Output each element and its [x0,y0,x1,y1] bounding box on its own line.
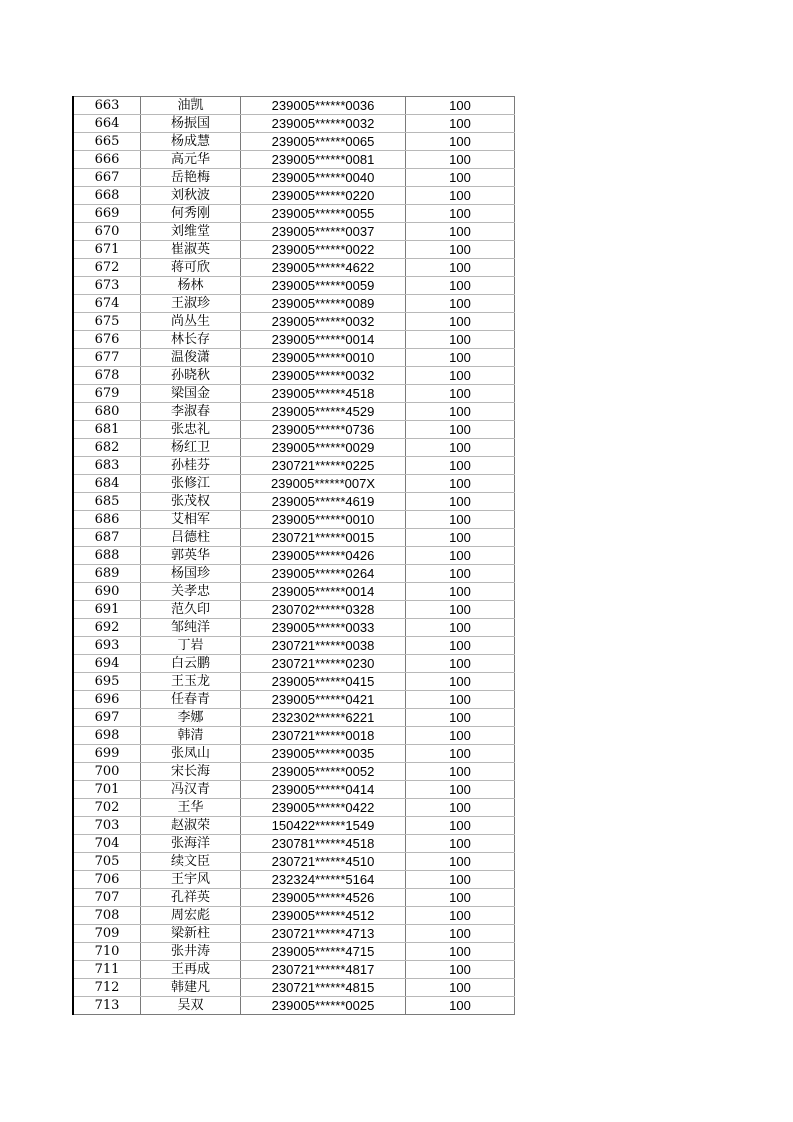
person-name-cell: 何秀刚 [141,205,241,223]
amount-cell: 100 [406,475,515,493]
id-number-cell: 239005******0014 [241,331,406,349]
row-number-cell: 707 [73,889,141,907]
person-name-cell: 岳艳梅 [141,169,241,187]
table-row [73,655,515,673]
id-number-cell: 239005******4619 [241,493,406,511]
row-number-cell: 679 [73,385,141,403]
table-row [73,565,515,583]
person-name-cell: 刘秋波 [141,187,241,205]
id-number-cell: 239005******0736 [241,421,406,439]
table-row [73,619,515,637]
id-number-cell: 230721******0018 [241,727,406,745]
id-number-cell: 239005******0426 [241,547,406,565]
id-number-cell: 239005******0421 [241,691,406,709]
person-name-cell: 韩清 [141,727,241,745]
row-number-cell: 697 [73,709,141,727]
amount-cell: 100 [406,313,515,331]
table-row [73,889,515,907]
amount-cell: 100 [406,331,515,349]
table-row [73,979,515,997]
amount-cell: 100 [406,295,515,313]
row-number-cell: 696 [73,691,141,709]
person-name-cell: 杨成慧 [141,133,241,151]
table-row [73,403,515,421]
id-number-cell: 239005******0032 [241,115,406,133]
row-number-cell: 673 [73,277,141,295]
amount-cell: 100 [406,637,515,655]
amount-cell: 100 [406,529,515,547]
person-name-cell: 梁国金 [141,385,241,403]
person-name-cell: 王玉龙 [141,673,241,691]
table-row [73,925,515,943]
person-name-cell: 韩建凡 [141,979,241,997]
table-row [73,781,515,799]
person-name-cell: 范久印 [141,601,241,619]
amount-cell: 100 [406,691,515,709]
row-number-cell: 669 [73,205,141,223]
id-number-cell: 239005******4526 [241,889,406,907]
amount-cell: 100 [406,907,515,925]
row-number-cell: 682 [73,439,141,457]
row-number-cell: 708 [73,907,141,925]
table-row [73,673,515,691]
amount-cell: 100 [406,223,515,241]
row-number-cell: 667 [73,169,141,187]
table-row [73,421,515,439]
id-number-cell: 239005******0033 [241,619,406,637]
table-row [73,511,515,529]
table-body [73,97,515,1015]
id-number-cell: 239005******0065 [241,133,406,151]
person-name-cell: 周宏彪 [141,907,241,925]
row-number-cell: 704 [73,835,141,853]
table-row [73,943,515,961]
amount-cell: 100 [406,565,515,583]
amount-cell: 100 [406,943,515,961]
amount-cell: 100 [406,205,515,223]
id-number-cell: 232324******5164 [241,871,406,889]
amount-cell: 100 [406,961,515,979]
table-row [73,439,515,457]
row-number-cell: 683 [73,457,141,475]
table-row [73,871,515,889]
amount-cell: 100 [406,709,515,727]
person-name-cell: 杨国珍 [141,565,241,583]
row-number-cell: 712 [73,979,141,997]
person-name-cell: 王淑珍 [141,295,241,313]
amount-cell: 100 [406,799,515,817]
id-number-cell: 239005******0032 [241,313,406,331]
row-number-cell: 668 [73,187,141,205]
amount-cell: 100 [406,871,515,889]
amount-cell: 100 [406,97,515,115]
id-number-cell: 239005******4622 [241,259,406,277]
table-row [73,259,515,277]
table-row [73,709,515,727]
table-row [73,205,515,223]
person-name-cell: 蒋可欣 [141,259,241,277]
row-number-cell: 706 [73,871,141,889]
row-number-cell: 699 [73,745,141,763]
person-name-cell: 邹纯洋 [141,619,241,637]
amount-cell: 100 [406,439,515,457]
person-name-cell: 张凤山 [141,745,241,763]
table-row [73,115,515,133]
row-number-cell: 698 [73,727,141,745]
table-row [73,223,515,241]
subsidy-list-table [72,96,515,1015]
row-number-cell: 695 [73,673,141,691]
table-row [73,313,515,331]
row-number-cell: 703 [73,817,141,835]
id-number-cell: 239005******0089 [241,295,406,313]
row-number-cell: 690 [73,583,141,601]
amount-cell: 100 [406,403,515,421]
id-number-cell: 230721******4815 [241,979,406,997]
id-number-cell: 239005******4529 [241,403,406,421]
person-name-cell: 张茂权 [141,493,241,511]
amount-cell: 100 [406,385,515,403]
person-name-cell: 关孝忠 [141,583,241,601]
id-number-cell: 230702******0328 [241,601,406,619]
amount-cell: 100 [406,619,515,637]
table-row [73,691,515,709]
amount-cell: 100 [406,925,515,943]
row-number-cell: 680 [73,403,141,421]
row-number-cell: 710 [73,943,141,961]
amount-cell: 100 [406,493,515,511]
id-number-cell: 239005******0422 [241,799,406,817]
table-row [73,151,515,169]
amount-cell: 100 [406,655,515,673]
person-name-cell: 李娜 [141,709,241,727]
person-name-cell: 张忠礼 [141,421,241,439]
table-row [73,349,515,367]
person-name-cell: 张井涛 [141,943,241,961]
row-number-cell: 713 [73,997,141,1015]
amount-cell: 100 [406,979,515,997]
row-number-cell: 688 [73,547,141,565]
person-name-cell: 杨林 [141,277,241,295]
person-name-cell: 王再成 [141,961,241,979]
table-row [73,457,515,475]
id-number-cell: 239005******0414 [241,781,406,799]
amount-cell: 100 [406,259,515,277]
person-name-cell: 孙桂芬 [141,457,241,475]
row-number-cell: 674 [73,295,141,313]
person-name-cell: 温俊潇 [141,349,241,367]
row-number-cell: 694 [73,655,141,673]
id-number-cell: 230721******4817 [241,961,406,979]
row-number-cell: 675 [73,313,141,331]
row-number-cell: 686 [73,511,141,529]
row-number-cell: 692 [73,619,141,637]
id-number-cell: 239005******007X [241,475,406,493]
amount-cell: 100 [406,583,515,601]
table-row [73,763,515,781]
amount-cell: 100 [406,115,515,133]
row-number-cell: 665 [73,133,141,151]
row-number-cell: 687 [73,529,141,547]
person-name-cell: 宋长海 [141,763,241,781]
id-number-cell: 239005******0010 [241,349,406,367]
amount-cell: 100 [406,187,515,205]
table-row [73,385,515,403]
row-number-cell: 709 [73,925,141,943]
id-number-cell: 239005******0052 [241,763,406,781]
id-number-cell: 230781******4518 [241,835,406,853]
amount-cell: 100 [406,133,515,151]
id-number-cell: 239005******0264 [241,565,406,583]
row-number-cell: 672 [73,259,141,277]
id-number-cell: 239005******4512 [241,907,406,925]
person-name-cell: 孔祥英 [141,889,241,907]
person-name-cell: 王宇风 [141,871,241,889]
table-row [73,997,515,1015]
row-number-cell: 702 [73,799,141,817]
person-name-cell: 王华 [141,799,241,817]
row-number-cell: 671 [73,241,141,259]
amount-cell: 100 [406,511,515,529]
table-row [73,547,515,565]
row-number-cell: 689 [73,565,141,583]
table-row [73,853,515,871]
id-number-cell: 239005******0035 [241,745,406,763]
row-number-cell: 670 [73,223,141,241]
id-number-cell: 239005******0081 [241,151,406,169]
person-name-cell: 李淑春 [141,403,241,421]
id-number-cell: 239005******0029 [241,439,406,457]
row-number-cell: 677 [73,349,141,367]
table-row [73,475,515,493]
id-number-cell: 230721******0038 [241,637,406,655]
person-name-cell: 白云鹏 [141,655,241,673]
id-number-cell: 239005******0220 [241,187,406,205]
amount-cell: 100 [406,277,515,295]
table-row [73,133,515,151]
person-name-cell: 杨振国 [141,115,241,133]
amount-cell: 100 [406,817,515,835]
table-row [73,637,515,655]
row-number-cell: 700 [73,763,141,781]
row-number-cell: 711 [73,961,141,979]
table-row [73,961,515,979]
id-number-cell: 239005******0415 [241,673,406,691]
table-row [73,97,515,115]
person-name-cell: 杨红卫 [141,439,241,457]
row-number-cell: 676 [73,331,141,349]
table-row [73,169,515,187]
table-row [73,241,515,259]
amount-cell: 100 [406,151,515,169]
id-number-cell: 239005******0036 [241,97,406,115]
person-name-cell: 尚丛生 [141,313,241,331]
row-number-cell: 691 [73,601,141,619]
id-number-cell: 239005******0022 [241,241,406,259]
amount-cell: 100 [406,781,515,799]
id-number-cell: 150422******1549 [241,817,406,835]
id-number-cell: 239005******0032 [241,367,406,385]
person-name-cell: 孙晓秋 [141,367,241,385]
table-row [73,907,515,925]
id-number-cell: 230721******0015 [241,529,406,547]
table-row [73,295,515,313]
id-number-cell: 230721******0230 [241,655,406,673]
person-name-cell: 冯汉青 [141,781,241,799]
row-number-cell: 678 [73,367,141,385]
row-number-cell: 664 [73,115,141,133]
amount-cell: 100 [406,727,515,745]
id-number-cell: 239005******0040 [241,169,406,187]
id-number-cell: 230721******4510 [241,853,406,871]
amount-cell: 100 [406,763,515,781]
table-row [73,367,515,385]
person-name-cell: 梁新柱 [141,925,241,943]
person-name-cell: 任春青 [141,691,241,709]
person-name-cell: 吕德柱 [141,529,241,547]
person-name-cell: 艾相军 [141,511,241,529]
row-number-cell: 693 [73,637,141,655]
table-row [73,799,515,817]
amount-cell: 100 [406,421,515,439]
table-row [73,583,515,601]
table-row [73,277,515,295]
id-number-cell: 232302******6221 [241,709,406,727]
id-number-cell: 239005******0037 [241,223,406,241]
table-row [73,745,515,763]
amount-cell: 100 [406,835,515,853]
person-name-cell: 丁岩 [141,637,241,655]
amount-cell: 100 [406,673,515,691]
amount-cell: 100 [406,169,515,187]
table-row [73,601,515,619]
table-row [73,187,515,205]
amount-cell: 100 [406,601,515,619]
id-number-cell: 239005******0059 [241,277,406,295]
person-name-cell: 崔淑英 [141,241,241,259]
id-number-cell: 239005******0025 [241,997,406,1015]
row-number-cell: 684 [73,475,141,493]
amount-cell: 100 [406,349,515,367]
id-number-cell: 230721******0225 [241,457,406,475]
person-name-cell: 油凯 [141,97,241,115]
table-row [73,493,515,511]
amount-cell: 100 [406,367,515,385]
amount-cell: 100 [406,745,515,763]
row-number-cell: 663 [73,97,141,115]
amount-cell: 100 [406,241,515,259]
person-name-cell: 刘维堂 [141,223,241,241]
table-row [73,331,515,349]
row-number-cell: 685 [73,493,141,511]
row-number-cell: 701 [73,781,141,799]
person-name-cell: 赵淑荣 [141,817,241,835]
table-row [73,727,515,745]
amount-cell: 100 [406,997,515,1015]
amount-cell: 100 [406,457,515,475]
amount-cell: 100 [406,889,515,907]
id-number-cell: 239005******0055 [241,205,406,223]
row-number-cell: 705 [73,853,141,871]
table-row [73,835,515,853]
person-name-cell: 张修江 [141,475,241,493]
amount-cell: 100 [406,547,515,565]
id-number-cell: 239005******4518 [241,385,406,403]
person-name-cell: 吴双 [141,997,241,1015]
person-name-cell: 续文臣 [141,853,241,871]
person-name-cell: 林长存 [141,331,241,349]
person-name-cell: 高元华 [141,151,241,169]
amount-cell: 100 [406,853,515,871]
id-number-cell: 239005******0014 [241,583,406,601]
id-number-cell: 239005******4715 [241,943,406,961]
person-name-cell: 张海洋 [141,835,241,853]
table-row [73,529,515,547]
row-number-cell: 681 [73,421,141,439]
table-row [73,817,515,835]
row-number-cell: 666 [73,151,141,169]
id-number-cell: 239005******0010 [241,511,406,529]
person-name-cell: 郭英华 [141,547,241,565]
id-number-cell: 230721******4713 [241,925,406,943]
